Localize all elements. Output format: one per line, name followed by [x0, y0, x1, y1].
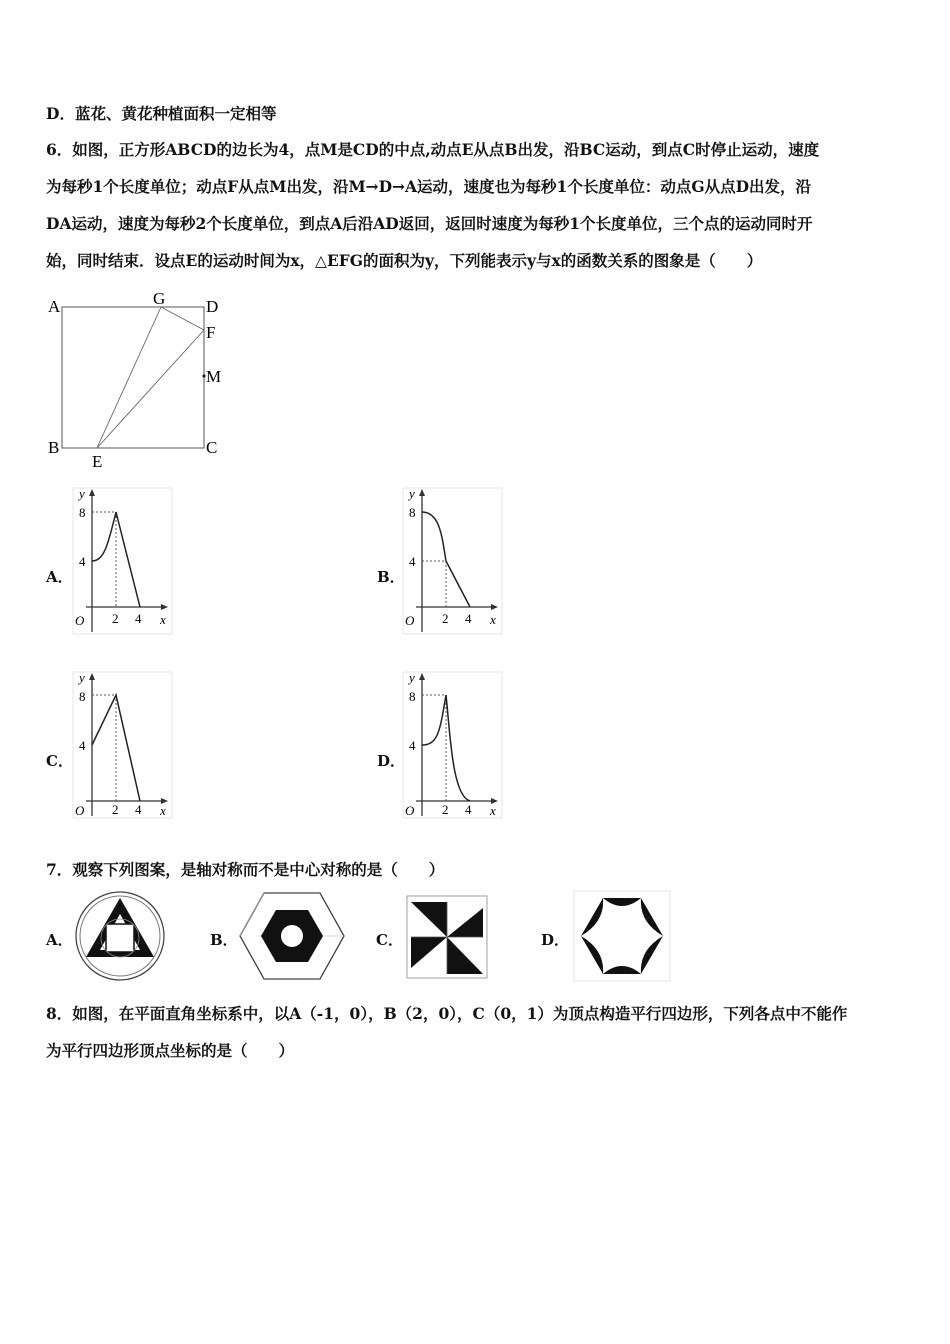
label-a: A [48, 297, 61, 316]
graph-option-a[interactable] [70, 487, 175, 635]
q6-option-c-label[interactable]: C． [46, 752, 73, 770]
label-b: B [48, 438, 60, 457]
tick-x-4: 4 [465, 802, 472, 817]
tick-8: 8 [409, 505, 416, 520]
q8-line-2: 为平行四边形顶点坐标的是（ ） [46, 1041, 295, 1060]
graph-option-d[interactable] [400, 671, 505, 819]
tick-x-4: 4 [465, 611, 472, 626]
x-axis-label: x [490, 803, 496, 818]
x-axis-label: x [160, 612, 166, 627]
tick-8: 8 [79, 689, 86, 704]
pattern-b-hexagon[interactable] [238, 890, 346, 982]
y-axis-label: y [79, 487, 85, 501]
q6-option-b-label[interactable]: B． [377, 568, 405, 586]
y-axis-label: y [409, 671, 415, 685]
q8-line-1: 8．如图，在平面直角坐标系中，以A（-1，0），B（2，0），C（0，1）为顶点构造平行四边形，下列各点中不能作 [46, 1004, 848, 1023]
origin-label: O [75, 803, 85, 818]
tick-x-2: 2 [442, 802, 449, 817]
label-e: E [92, 452, 103, 471]
pattern-c-pinwheel[interactable] [405, 894, 489, 980]
tick-x-2: 2 [112, 802, 119, 817]
q7-option-a-label[interactable]: A． [46, 931, 73, 949]
square-figure [40, 288, 230, 473]
tick-4: 4 [79, 738, 86, 753]
q6-option-a-label[interactable]: A． [46, 568, 73, 586]
q6-line-3: DA运动，速度为每秒2个长度单位，到点A后沿AD返回，返回时速度为每秒1个长度单位，三个点的运动同时开 [46, 214, 813, 233]
tick-x-2: 2 [112, 611, 119, 626]
q6-line-4: 始，同时结束．设点E的运动时间为x，△EFG的面积为y，下列能表示y与x的函数关系的图象是（ ） [46, 251, 763, 270]
tick-8: 8 [79, 505, 86, 520]
origin-label: O [405, 613, 415, 628]
pattern-a-triangle-circle[interactable] [72, 890, 168, 982]
tick-4: 4 [79, 554, 86, 569]
x-axis-label: x [160, 803, 166, 818]
q6-line-2: 为每秒1个长度单位；动点F从点M出发，沿M→D→A运动，速度也为每秒1个长度单位：动点G从点D出发，沿 [46, 177, 812, 196]
graph-option-b[interactable] [400, 487, 505, 635]
tick-4: 4 [409, 738, 416, 753]
q7-option-d-label[interactable]: D． [541, 931, 570, 949]
label-m: M [206, 367, 222, 386]
tick-8: 8 [409, 689, 416, 704]
q5-option-d: D．蓝花、黄花种植面积一定相等 [46, 104, 277, 123]
label-d: D [206, 297, 219, 316]
y-axis-label: y [409, 487, 415, 501]
tick-x-2: 2 [442, 611, 449, 626]
q7-option-c-label[interactable]: C． [376, 931, 403, 949]
x-axis-label: x [490, 612, 496, 627]
origin-label: O [405, 803, 415, 818]
q6-option-d-label[interactable]: D． [377, 752, 406, 770]
pattern-d-curved-star[interactable] [573, 890, 671, 982]
q7-text: 7．观察下列图案，是轴对称而不是中心对称的是（ ） [46, 860, 445, 879]
origin-label: O [75, 613, 85, 628]
label-f: F [206, 323, 216, 342]
label-c: C [206, 438, 218, 457]
q7-option-b-label[interactable]: B． [210, 931, 238, 949]
label-g: G [153, 289, 166, 308]
q6-line-1: 6．如图，正方形ABCD的边长为4，点M是CD的中点,动点E从点B出发，沿BC运动，到点C时停止运动，速度 [46, 140, 820, 159]
tick-x-4: 4 [135, 611, 142, 626]
tick-4: 4 [409, 554, 416, 569]
graph-option-c[interactable] [70, 671, 175, 819]
y-axis-label: y [79, 671, 85, 685]
tick-x-4: 4 [135, 802, 142, 817]
